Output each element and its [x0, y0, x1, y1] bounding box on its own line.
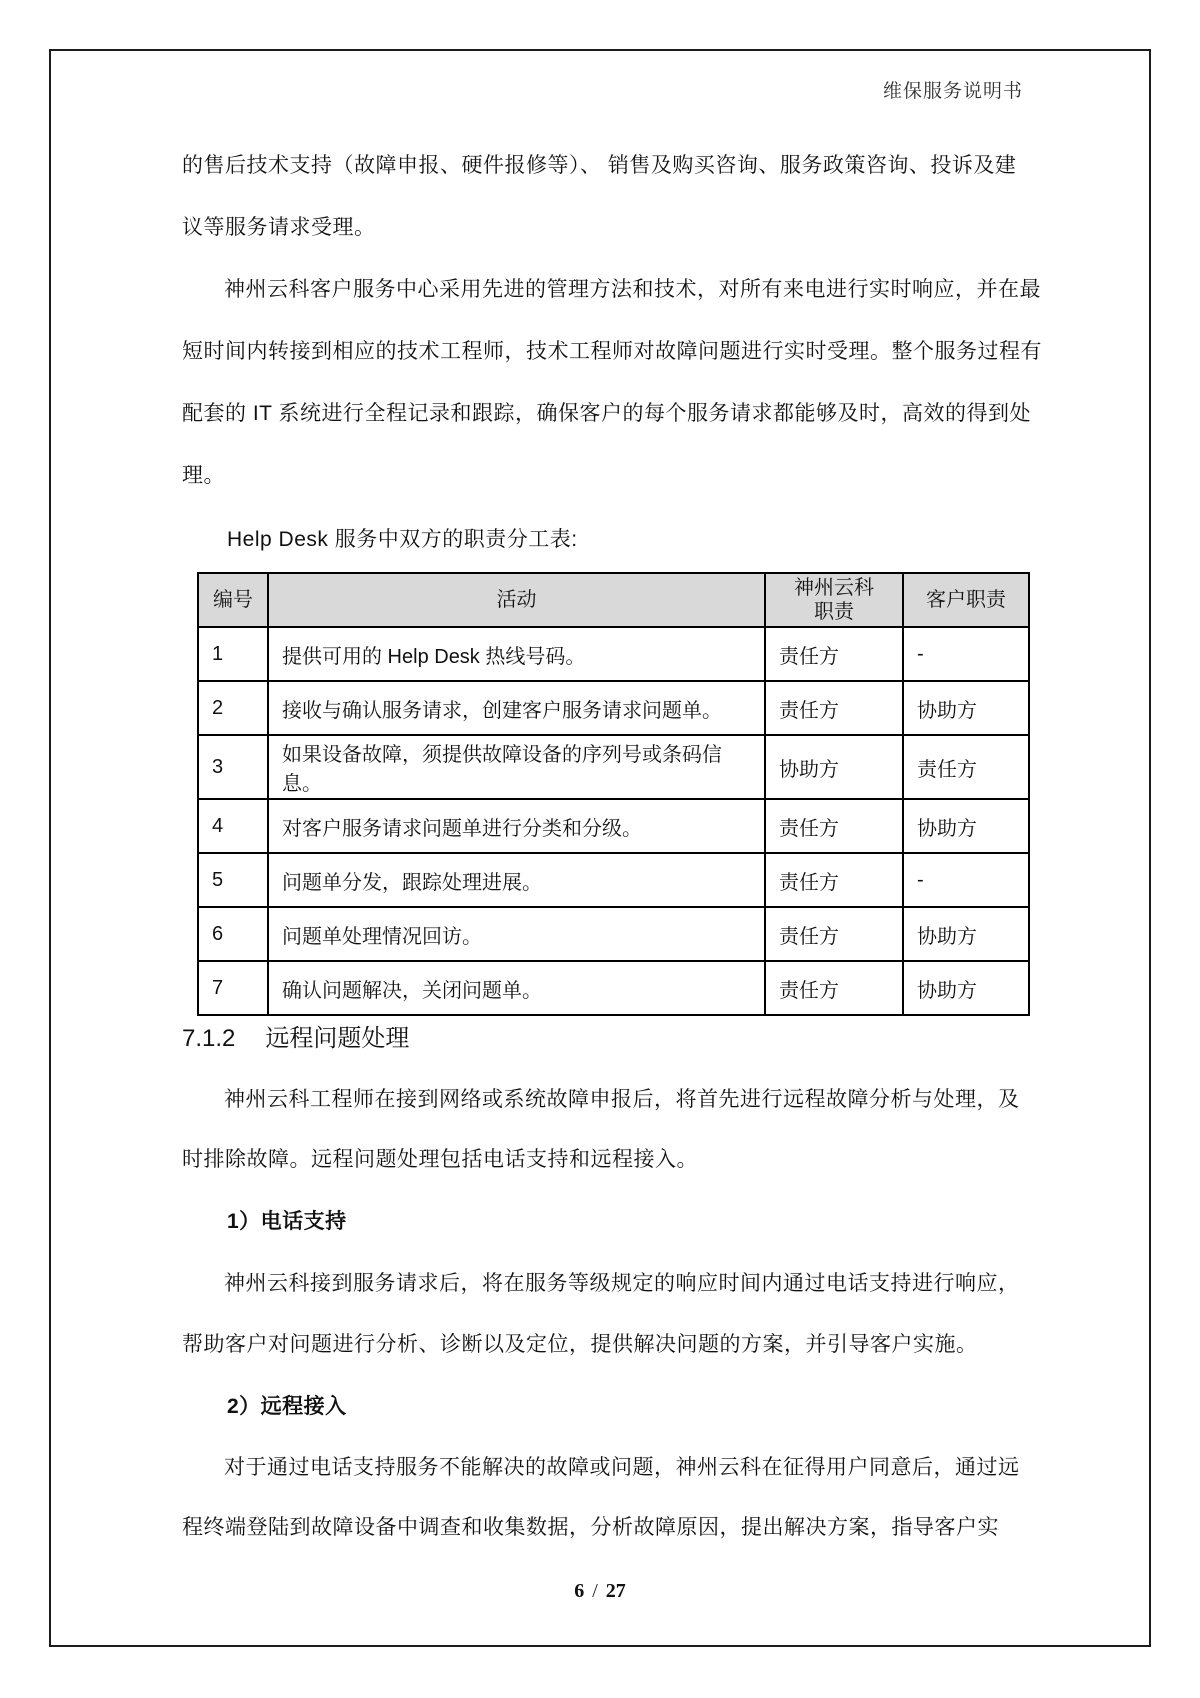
cell-customer-role: 协助方 — [903, 681, 1029, 735]
table-row — [198, 961, 1029, 1015]
paragraph-line: 帮助客户对问题进行分析、诊断以及定位，提供解决问题的方案，并引导客户实施。 — [182, 1333, 978, 1356]
paragraph-line: 短时间内转接到相应的技术工程师，技术工程师对故障问题进行实时受理。整个服务过程有 — [182, 340, 1042, 363]
cell-no: 6 — [198, 907, 268, 961]
table-header-row — [198, 573, 1029, 627]
table-row — [198, 907, 1029, 961]
header-cell-dcits-line2: 职责 — [814, 601, 854, 623]
cell-customer-role: - — [903, 627, 1029, 681]
cell-dcits-role: 责任方 — [765, 853, 903, 907]
cell-dcits-role: 责任方 — [765, 627, 903, 681]
table-row — [198, 853, 1029, 907]
table-row — [198, 735, 1029, 799]
cell-dcits-role: 责任方 — [765, 799, 903, 853]
cell-no: 4 — [198, 799, 268, 853]
section-number: 7.1.2 — [182, 1025, 236, 1052]
paragraph-line: 对于通过电话支持服务不能解决的故障或问题，神州云科在征得用户同意后，通过远 — [224, 1456, 1020, 1479]
cell-dcits-role: 责任方 — [765, 681, 903, 735]
paragraph-line: 神州云科接到服务请求后，将在服务等级规定的响应时间内通过电话支持进行响应， — [224, 1272, 1020, 1295]
table-caption: Help Desk 服务中双方的职责分工表: — [227, 528, 578, 551]
cell-activity: 接收与确认服务请求，创建客户服务请求问题单。 — [268, 681, 765, 735]
cell-customer-role: 协助方 — [903, 799, 1029, 853]
cell-customer-role: 协助方 — [903, 907, 1029, 961]
cell-customer-role: - — [903, 853, 1029, 907]
header-cell-id: 编号 — [198, 573, 268, 627]
header-cell-dcits — [765, 573, 903, 627]
header-cell-dcits-line1: 神州云科 — [794, 577, 874, 599]
cell-dcits-role: 责任方 — [765, 907, 903, 961]
header-cell-customer: 客户职责 — [903, 573, 1029, 627]
table-row — [198, 681, 1029, 735]
cell-no: 1 — [198, 627, 268, 681]
running-header: 维保服务说明书 — [882, 81, 1023, 102]
paragraph-line: 程终端登陆到故障设备中调查和收集数据，分析故障原因，提出解决方案，指导客户实 — [182, 1516, 999, 1539]
cell-activity: 对客户服务请求问题单进行分类和分级。 — [268, 799, 765, 853]
table-row — [198, 627, 1029, 681]
paragraph-line: 神州云科工程师在接到网络或系统故障申报后，将首先进行远程故障分析与处理，及 — [224, 1088, 1020, 1111]
paragraph-line: 议等服务请求受理。 — [182, 216, 376, 239]
cell-activity: 如果设备故障，须提供故障设备的序列号或条码信息。 — [268, 735, 765, 799]
cell-customer-role: 责任方 — [903, 735, 1029, 799]
responsibility-table — [197, 572, 1030, 1016]
paragraph-line: 的售后技术支持（故障申报、硬件报修等）、 销售及购买咨询、服务政策咨询、投诉及建 — [182, 154, 1017, 177]
current-page-number: 6 — [574, 1580, 585, 1602]
cell-no: 5 — [198, 853, 268, 907]
cell-no: 2 — [198, 681, 268, 735]
footer-page-number — [0, 1580, 1200, 1603]
cell-activity: 问题单分发，跟踪处理进展。 — [268, 853, 765, 907]
cell-no: 3 — [198, 735, 268, 799]
paragraph-line: 配套的 IT 系统进行全程记录和跟踪，确保客户的每个服务请求都能够及时，高效的得到处 — [182, 402, 1031, 425]
cell-dcits-role: 协助方 — [765, 735, 903, 799]
total-page-count: 27 — [605, 1580, 626, 1602]
cell-activity: 确认问题解决，关闭问题单。 — [268, 961, 765, 1015]
subheading-phone-support: 1）电话支持 — [227, 1210, 347, 1233]
paragraph-line: 时排除故障。远程问题处理包括电话支持和远程接入。 — [182, 1148, 698, 1171]
cell-dcits-role: 责任方 — [765, 961, 903, 1015]
cell-no: 7 — [198, 961, 268, 1015]
cell-activity: 问题单处理情况回访。 — [268, 907, 765, 961]
section-heading — [182, 1022, 409, 1056]
subheading-remote-access: 2）远程接入 — [227, 1395, 347, 1418]
table-row — [198, 799, 1029, 853]
cell-activity: 提供可用的 Help Desk 热线号码。 — [268, 627, 765, 681]
paragraph-line: 理。 — [182, 464, 225, 487]
paragraph-line: 神州云科客户服务中心采用先进的管理方法和技术，对所有来电进行实时响应，并在最 — [224, 278, 1041, 301]
header-cell-activity: 活动 — [268, 573, 765, 627]
section-title: 远程问题处理 — [265, 1025, 410, 1052]
page-separator: / — [592, 1580, 598, 1602]
cell-customer-role: 协助方 — [903, 961, 1029, 1015]
